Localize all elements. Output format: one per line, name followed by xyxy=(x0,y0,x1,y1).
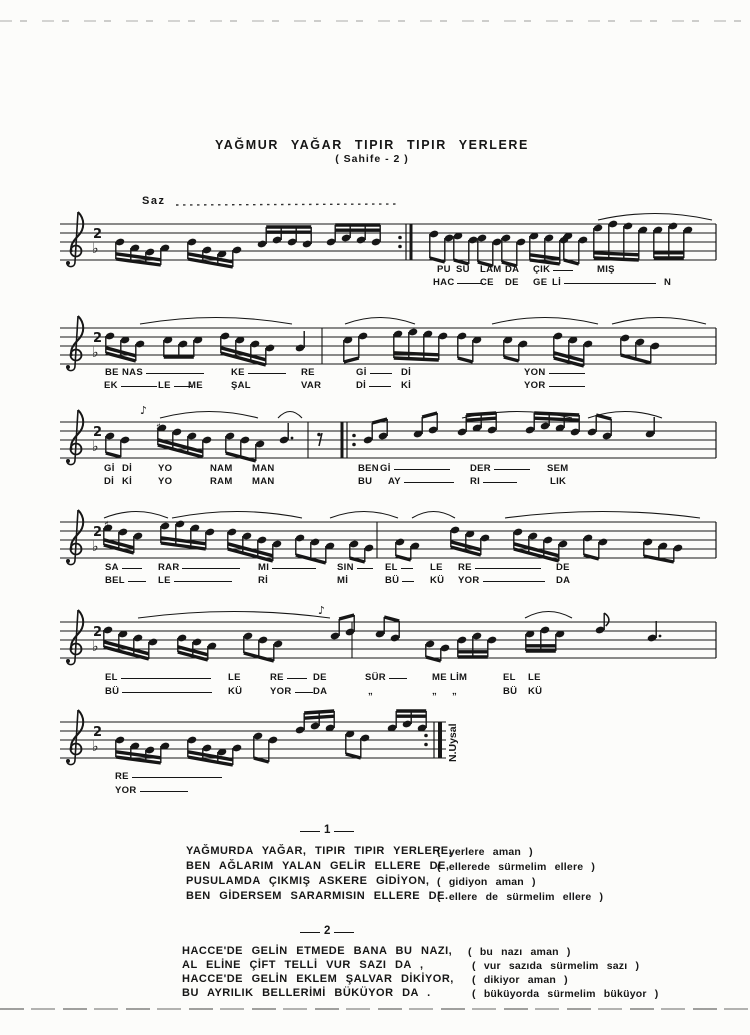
beam xyxy=(594,253,639,255)
sharp-icon: ♯ xyxy=(478,422,483,433)
lyric-syllable: NAS xyxy=(122,368,204,378)
verse-2-line-4-refrain: ( büküyorda sürmelim büküyor ) xyxy=(472,988,659,1000)
verse-1-line-2-refrain: ( ellerede sürmelim ellere ) xyxy=(437,861,596,873)
lyric-syllable: BE xyxy=(105,367,119,378)
lyric-syllable: EL xyxy=(105,673,211,683)
lyric-syllable: „ xyxy=(368,686,374,697)
lyric-syllable: Dİ xyxy=(104,476,115,487)
lyric-extender-line xyxy=(553,269,573,271)
staff-system-1 xyxy=(60,204,716,267)
sharp-icon: ♯ xyxy=(104,520,109,531)
lyric-extender-line xyxy=(121,385,157,387)
lyric-syllable: YOR xyxy=(115,786,188,796)
lyric-syllable: SU xyxy=(456,264,470,275)
lyric-syllable: VAR xyxy=(301,380,322,391)
beam xyxy=(458,358,473,362)
time-signature: 2 xyxy=(93,227,103,242)
lyric-syllable: BÜ xyxy=(385,576,414,586)
verse-2-line-3-main: HACCE'DE GELİN EKLEM ŞALVAR DİKİYOR, xyxy=(182,973,454,985)
lyric-syllable: MAN xyxy=(252,476,275,487)
page-subtitle: ( Sahife - 2 ) xyxy=(335,153,409,165)
saz-instrument-label: Saz xyxy=(142,195,166,207)
treble-clef-icon xyxy=(66,610,83,665)
note-group xyxy=(501,234,526,266)
verse-1-line-4-main: BEN GİDERSEM SARARMISIN ELLERE DE. xyxy=(186,890,449,902)
lyric-syllable: BU xyxy=(358,476,373,487)
lyric-extender-line xyxy=(483,481,517,483)
song-title: YAĞMUR YAĞAR TIPIR TIPIR YERLERE xyxy=(215,138,529,152)
note-group xyxy=(225,432,265,461)
lyric-extender-line xyxy=(357,567,373,569)
flat-icon: ♭ xyxy=(92,241,99,257)
lyric-syllable: BÜ xyxy=(503,686,518,697)
lyric-syllable: LE xyxy=(158,576,232,586)
note-group xyxy=(349,540,374,562)
lyric-syllable: KÜ xyxy=(528,686,543,697)
lyric-syllable: ÇIK xyxy=(533,265,573,275)
lyric-extender-line xyxy=(475,567,541,569)
lyric-syllable: RI xyxy=(470,477,517,487)
lyric-syllable: EL xyxy=(385,563,413,573)
verse-2-line-4-main: BU AYRILIK BELLERİMİ BÜKÜYOR DA . xyxy=(182,987,431,999)
staff-system-3 xyxy=(60,404,716,465)
lyric-extender-line xyxy=(549,385,585,387)
note-group xyxy=(653,222,693,258)
time-signature: 2 xyxy=(93,425,103,440)
lyric-syllable: LE xyxy=(158,381,192,391)
lyric-extender-line xyxy=(394,468,450,470)
time-signature: 2 xyxy=(93,625,103,640)
lyric-extender-line xyxy=(483,580,545,582)
lyric-extender-line xyxy=(295,691,313,693)
slur xyxy=(598,214,712,221)
lyric-syllable: „ xyxy=(432,686,438,697)
lyric-syllable: KÜ xyxy=(430,575,445,586)
note-group xyxy=(279,423,294,444)
beam xyxy=(534,418,579,420)
lyric-extender-line xyxy=(494,468,530,470)
slur xyxy=(492,318,598,325)
lyric-syllable: YO xyxy=(158,476,173,487)
verse-2-line-2-main: AL ELİNE ÇİFT TELLİ VUR SAZI DA , xyxy=(182,959,424,971)
lyric-syllable: DA xyxy=(556,575,571,586)
lyric-syllable: YO xyxy=(158,463,173,474)
lyric-extender-line xyxy=(369,385,391,387)
staff-system-6 xyxy=(60,710,459,765)
lyric-syllable: RAM xyxy=(210,476,233,487)
note-group xyxy=(253,732,278,762)
verse-2-line-3-refrain: ( dikiyor aman ) xyxy=(472,974,568,986)
time-signature: 2 xyxy=(93,525,103,540)
staff-system-4 xyxy=(60,510,716,565)
lyric-syllable: MI xyxy=(258,563,316,573)
beam xyxy=(396,556,411,560)
note-group xyxy=(457,332,482,362)
lyric-syllable: Gİ xyxy=(356,368,392,378)
note-group xyxy=(593,220,648,260)
lyric-syllable: ME xyxy=(188,380,203,391)
note-group xyxy=(503,336,528,361)
ornament-icon: ♪ xyxy=(140,404,148,417)
time-signature: 2 xyxy=(93,331,103,346)
lyric-extender-line xyxy=(272,567,316,569)
slur xyxy=(278,412,302,419)
slur xyxy=(330,512,398,519)
verse-1-line-2-main: BEN AĞLARIM YALAN GELİR ELLERE DE, xyxy=(186,860,450,872)
lyric-syllable: KÜ xyxy=(228,686,243,697)
note-group xyxy=(429,230,454,262)
verse-1-line-3-refrain: ( gidiyon aman ) xyxy=(437,876,536,888)
treble-clef-icon xyxy=(66,510,83,565)
slur xyxy=(140,318,292,325)
lyric-syllable: AY xyxy=(388,477,454,487)
lyric-syllable: Gİ xyxy=(380,464,450,474)
slur xyxy=(172,512,302,519)
beam xyxy=(430,258,445,262)
staff-system-2 xyxy=(60,316,716,371)
note-group xyxy=(375,617,400,642)
note-group xyxy=(160,520,215,549)
lyric-syllable: DE xyxy=(556,562,570,573)
flat-icon: ♭ xyxy=(92,345,99,361)
note-group xyxy=(330,615,355,640)
verse-2-line-1-refrain: ( bu nazı aman ) xyxy=(468,946,571,958)
lyric-extender-line xyxy=(174,580,232,582)
lyric-syllable: BEN xyxy=(358,463,379,474)
lyric-syllable: DE xyxy=(313,672,327,683)
beam xyxy=(394,358,439,360)
note-group xyxy=(326,225,381,246)
lyric-syllable: YOR xyxy=(458,576,545,586)
beam xyxy=(504,357,519,361)
lyric-syllable: KE xyxy=(231,368,286,378)
saz-dashed-line xyxy=(176,204,396,205)
note-group xyxy=(477,234,502,266)
beam xyxy=(594,258,639,260)
lyric-syllable: MAN xyxy=(252,463,275,474)
verse-2-line-2-refrain: ( vur sazıda sürmelim sazı ) xyxy=(472,960,640,972)
note-group xyxy=(227,528,282,561)
lyric-syllable: SIN xyxy=(337,563,373,573)
flat-icon: ♭ xyxy=(92,739,99,755)
lyric-syllable: YOR xyxy=(524,381,585,391)
composer-credit: N.Uysal xyxy=(447,723,459,762)
lyric-extender-line xyxy=(182,567,240,569)
treble-clef-icon xyxy=(66,710,83,765)
lyric-extender-line xyxy=(128,580,146,582)
lyric-syllable: LE xyxy=(228,672,241,683)
lyric-syllable: EL xyxy=(503,672,516,683)
lyric-syllable: SÜR xyxy=(365,673,407,683)
lyric-extender-line xyxy=(549,372,585,374)
beam xyxy=(384,617,399,621)
verse-2-line-1-main: HACCE'DE GELİN ETMEDE BANA BU NAZI, xyxy=(182,945,453,957)
verse-1-line-1-main: YAĞMURDA YAĞAR, TIPIR TIPIR YERLERE, xyxy=(186,845,453,857)
lyric-syllable: MIŞ xyxy=(597,264,615,275)
lyric-syllable: HAC xyxy=(433,278,483,288)
ornament-icon: ♪ xyxy=(318,604,326,617)
lyric-syllable: YOR xyxy=(270,687,313,697)
lyric-syllable: Dİ xyxy=(122,463,133,474)
note-group xyxy=(345,730,370,758)
slur xyxy=(138,612,330,619)
verse-1-line-1-refrain: ( yerlere aman ) xyxy=(437,846,533,858)
lyric-syllable: RE xyxy=(458,563,541,573)
verse-number: 1 xyxy=(324,824,331,836)
lyric-syllable: DE xyxy=(505,277,519,288)
note-group xyxy=(413,413,438,438)
beam xyxy=(304,716,334,718)
note-group xyxy=(453,232,478,264)
treble-clef-icon xyxy=(66,212,83,267)
note-group xyxy=(457,632,497,657)
treble-clef-icon xyxy=(66,316,83,371)
treble-clef-icon xyxy=(66,410,83,465)
note-group xyxy=(645,417,655,438)
note-group xyxy=(343,332,368,362)
lyric-extender-line xyxy=(140,790,188,792)
note-group xyxy=(647,621,662,642)
lyric-extender-line xyxy=(122,691,212,693)
lyric-syllable: RE xyxy=(270,673,307,683)
lyric-syllable: Dİ xyxy=(401,367,412,378)
slur xyxy=(104,512,168,519)
flat-icon: ♭ xyxy=(92,639,99,655)
staff-system-5 xyxy=(60,604,716,665)
slur xyxy=(345,318,415,325)
lyric-extender-line xyxy=(146,372,204,374)
lyric-syllable: LAM xyxy=(480,264,502,275)
lyric-syllable: ŞAL xyxy=(231,380,251,391)
beam xyxy=(466,418,496,420)
lyric-syllable: Rİ xyxy=(258,575,269,586)
lyric-syllable: Gİ xyxy=(104,463,115,474)
slur xyxy=(525,612,572,619)
beam xyxy=(596,415,611,419)
eighth-rest xyxy=(317,433,322,446)
flat-icon: ♭ xyxy=(92,539,99,555)
note-group xyxy=(243,632,283,661)
note-group xyxy=(525,413,580,436)
sharp-icon: ♯ xyxy=(156,422,161,433)
lyric-syllable: N xyxy=(664,277,672,288)
note-group xyxy=(177,634,217,660)
lyric-extender-line xyxy=(401,567,413,569)
verse-number: 2 xyxy=(324,925,331,937)
lyric-syllable: ME xyxy=(432,672,447,683)
lyric-extender-line xyxy=(248,372,286,374)
lyric-syllable: DER xyxy=(470,464,530,474)
lyric-extender-line xyxy=(564,282,656,284)
lyric-extender-line xyxy=(121,677,211,679)
beam xyxy=(564,260,579,264)
lyric-syllable: SEM xyxy=(547,463,569,474)
beam xyxy=(344,358,359,362)
lyric-extender-line xyxy=(287,677,307,679)
lyric-syllable: LIK xyxy=(550,476,567,487)
lyric-syllable: PU xyxy=(437,264,451,275)
lyric-syllable: LE xyxy=(430,562,443,573)
slur xyxy=(412,512,455,519)
lyric-syllable: Lİ xyxy=(552,278,656,288)
lyric-syllable: RE xyxy=(115,772,222,782)
lyric-syllable: RE xyxy=(301,367,315,378)
beam xyxy=(339,615,354,619)
note-group xyxy=(513,528,568,561)
lyric-syllable: Dİ xyxy=(356,381,391,391)
slur xyxy=(612,318,706,325)
lyric-syllable: EK xyxy=(104,381,157,391)
verse-1-heading xyxy=(300,824,354,836)
beam xyxy=(394,353,439,355)
slur xyxy=(505,512,700,519)
lyric-syllable: LE xyxy=(528,672,541,683)
note-group xyxy=(295,534,335,563)
note-group xyxy=(295,331,305,352)
lyric-syllable: BÜ xyxy=(105,687,212,697)
lyric-syllable: DA xyxy=(505,264,520,275)
verse-1-line-4-refrain: ( ellere de sürmelim ellere ) xyxy=(437,891,604,903)
lyric-syllable: DA xyxy=(313,686,328,697)
note-group xyxy=(620,334,660,363)
lyric-syllable: Kİ xyxy=(401,380,412,391)
time-signature: 2 xyxy=(93,725,103,740)
verse-1-line-3-main: PUSULAMDA ÇIKMIŞ ASKERE GİDİYON, xyxy=(186,875,430,887)
lyric-syllable: Kİ xyxy=(122,476,133,487)
eighth-flag xyxy=(604,613,609,626)
note-group xyxy=(525,626,565,651)
lyric-syllable: CE xyxy=(480,277,494,288)
note-group xyxy=(563,232,588,264)
note-group xyxy=(457,413,497,436)
lyric-extender-line xyxy=(132,776,222,778)
note-group xyxy=(257,227,312,248)
lyric-syllable: NAM xyxy=(210,463,233,474)
lyric-extender-line xyxy=(370,372,392,374)
note-group xyxy=(105,432,130,457)
lyric-syllable: „ xyxy=(452,686,458,697)
beam xyxy=(106,453,121,457)
lyric-extender-line xyxy=(404,481,454,483)
lyric-syllable: BEL xyxy=(105,576,146,586)
lyric-syllable: Mİ xyxy=(337,575,349,586)
beam xyxy=(530,255,560,259)
lyric-syllable: GE xyxy=(533,277,548,288)
lyric-syllable: LİM xyxy=(450,672,468,683)
lyric-syllable: SA xyxy=(105,563,142,573)
note-group xyxy=(587,415,612,440)
note-group xyxy=(363,419,388,444)
beam xyxy=(254,758,269,762)
beam xyxy=(422,413,437,417)
lyric-syllable: YON xyxy=(524,368,585,378)
beam xyxy=(346,754,361,758)
slur xyxy=(160,412,258,419)
flat-icon: ♭ xyxy=(92,439,99,455)
lyric-syllable: RAR xyxy=(158,563,240,573)
lyric-extender-line xyxy=(122,567,142,569)
lyric-extender-line xyxy=(402,580,414,582)
beam xyxy=(304,711,334,713)
lyric-extender-line xyxy=(389,677,407,679)
note-group xyxy=(583,534,608,559)
verse-2-heading xyxy=(300,925,354,937)
